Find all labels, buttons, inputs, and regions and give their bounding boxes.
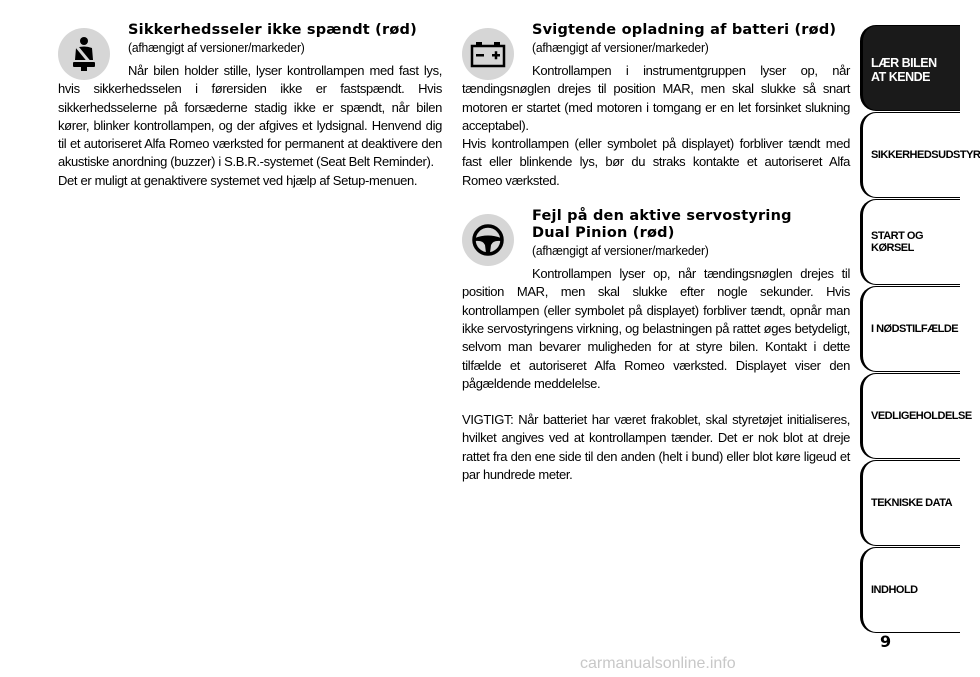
seatbelt-icon <box>58 28 110 80</box>
tab-label: TEKNISKE DATA <box>871 497 953 509</box>
tab-label: SIKKERHEDSUDSTYR <box>871 149 980 161</box>
steering-section <box>462 208 850 484</box>
tab-indhold[interactable] <box>860 547 960 633</box>
tab-label: VEDLIGEHOLDELSE <box>871 410 972 422</box>
tab-label: LÆR BILEN <box>871 56 937 70</box>
battery-paragraph: Kontrollampen i instrumentgruppen lyser op, når tændingsnøglen drejes til position MAR, men skal slukke så snart motoren er startet (med motoren i tomgang er en let forsinket slukning acceptabel). <box>462 63 850 133</box>
steering-subtitle: (afhængigt af versioner/markeder) <box>532 243 709 259</box>
battery-paragraph-2: Hvis kontrollampen (eller symbolet på displayet) forbliver tændt med fast eller blinkende lys, bør du straks kontakte et autoriseret Alfa Romeo værksted. <box>462 136 850 188</box>
tab-vedligeholdelse[interactable] <box>860 373 972 459</box>
battery-subtitle: (afhængigt af versioner/markeder) <box>532 40 709 55</box>
tab-label: START OG KØRSEL <box>871 230 924 254</box>
left-column <box>58 22 442 190</box>
seatbelt-subtitle: (afhængigt af versioner/markeder) <box>128 40 305 55</box>
battery-icon <box>462 28 514 80</box>
tab-sikkerhedsudstyr[interactable] <box>860 112 980 198</box>
battery-title: Svigtende opladning af batteri (rød) <box>532 22 837 38</box>
steering-wheel-icon <box>462 214 514 266</box>
steering-title-line1: Fejl på den aktive servostyring <box>532 208 792 225</box>
steering-important: VIGTIGT: Når batteriet har været frakoblet, skal styretøjet initialiseres, hvilket angives ved at kontrollampen tænder. Det er nok blot at dreje rattet fra den ene side til den anden (helt i bund) eller blot køre ligeud et par hundrede meter. <box>462 412 850 483</box>
tab-start-og-korsel[interactable] <box>860 199 960 285</box>
tab-i-nodstilfaelde[interactable] <box>860 286 960 372</box>
steering-title-line2: Dual Pinion (rød) <box>532 225 675 242</box>
seatbelt-paragraph-2: Det er muligt at genaktivere systemet ved hjælp af Setup-menuen. <box>58 172 418 188</box>
tab-label: INDHOLD <box>871 584 918 596</box>
page-number: 9 <box>880 632 892 651</box>
tab-label: AT KENDE <box>871 70 930 84</box>
right-column <box>462 22 850 484</box>
seatbelt-title: Sikkerhedsseler ikke spændt (rød) <box>128 22 417 38</box>
tab-laer-bilen-at-kende[interactable] <box>860 25 960 111</box>
tab-tekniske-data[interactable] <box>860 460 960 546</box>
tab-label: I NØDSTILFÆLDE <box>871 323 959 335</box>
battery-section <box>462 22 850 190</box>
seatbelt-section <box>58 22 442 190</box>
steering-paragraph: Kontrollampen lyser op, når tændingsnøglen drejes til position MAR, men skal slukke efter nogle sekunder. Hvis kontrollampen (eller symbolet på displayet) forbliver tændt, opnår man ikke servostyringens virkning, og belastningen på rattet øges betydeligt, selvom man bevarer muligheden for at styre bilen. Kontakt i dette tilfælde et autoriseret Alfa Romeo værksted. Displayet viser den pågældende meddelelse. <box>462 266 850 391</box>
chapter-sidebar <box>860 25 980 634</box>
seatbelt-paragraph: Når bilen holder stille, lyser kontrollampen med fast lys, hvis sikkerhedsselen i førersiden ikke er fastspændt. Hvis sikkerhedsselerne på forsæderne stadig ikke er spændt, når bilen kører, blinker kontrollampen, og der afgives et lydsignal. Henvend dig til et autoriseret Alfa Romeo værksted for permanent at deaktivere den akustiske anordning (buzzer) i S.B.R.-systemet (Seat Belt Reminder). <box>58 63 442 170</box>
watermark: carmanualsonline.info <box>580 655 736 672</box>
